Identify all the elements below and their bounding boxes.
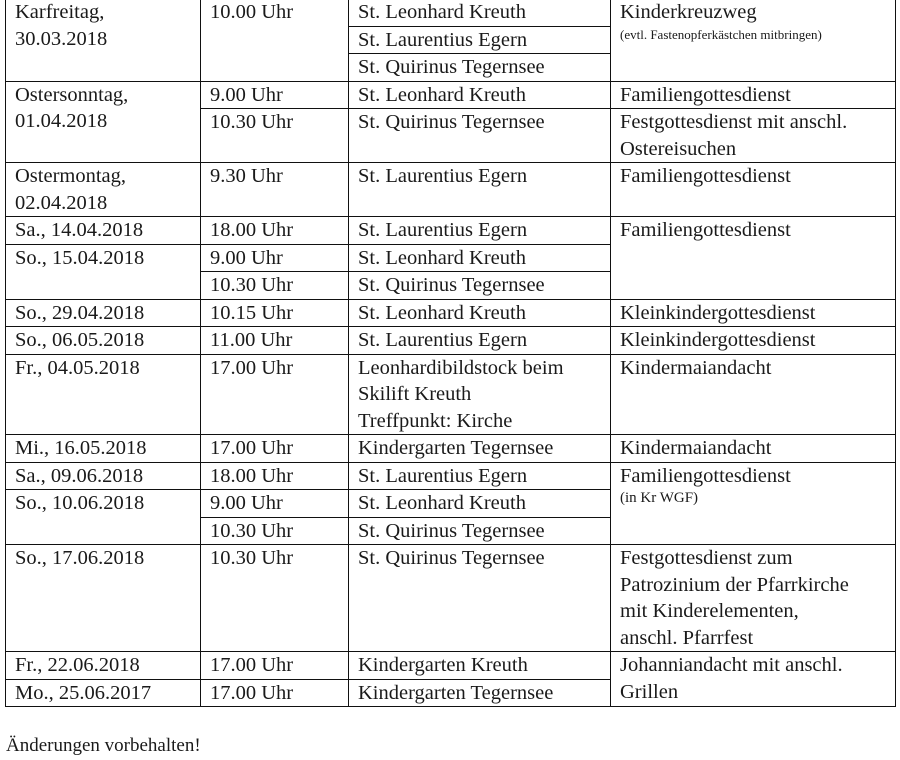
date-cell: Mo., 25.06.2017 (6, 679, 201, 707)
time-cell: 10.00 Uhr (201, 0, 349, 81)
table-row (6, 299, 896, 327)
date-cell: So., 17.06.2018 (6, 545, 201, 652)
location-cell: Kindergarten Tegernsee (349, 679, 611, 707)
event-title-cell (611, 0, 896, 81)
location-cell: St. Laurentius Egern (349, 327, 611, 355)
location-text: Leonhardibildstock beim (358, 356, 564, 379)
event-title: Johanniandacht mit anschl. (620, 654, 843, 676)
event-title: mit Kinderelementen, (620, 600, 799, 622)
location-cell: St. Quirinus Tegernsee (349, 272, 611, 300)
location-cell: St. Laurentius Egern (349, 26, 611, 54)
event-title-cell: Kindermaiandacht (611, 435, 896, 463)
event-title: Kinderkreuzweg (620, 1, 757, 23)
event-schedule-table (5, 0, 896, 707)
location-cell: St. Leonhard Kreuth (349, 299, 611, 327)
event-title-cell (611, 462, 896, 545)
event-title-cell (611, 545, 896, 652)
date-cell: Fr., 22.06.2018 (6, 652, 201, 680)
time-cell: 9.30 Uhr (201, 163, 349, 217)
event-title-cell: Kindermaiandacht (611, 354, 896, 435)
date-text: 01.04.2018 (15, 110, 108, 132)
event-title: Ostereisuchen (620, 137, 737, 160)
time-cell: 10.30 Uhr (201, 545, 349, 652)
table-row (6, 217, 896, 245)
location-text: Treffpunkt: Kirche (358, 409, 513, 432)
table-row (6, 652, 896, 680)
date-cell (6, 81, 201, 163)
date-cell (6, 0, 201, 81)
time-cell: 18.00 Uhr (201, 217, 349, 245)
date-text: Ostersonntag, (15, 83, 129, 106)
location-text: Skilift Kreuth (358, 383, 472, 405)
table-row (6, 163, 896, 217)
event-title-cell: Kleinkindergottesdienst (611, 299, 896, 327)
date-cell: So., 29.04.2018 (6, 299, 201, 327)
time-cell: 17.00 Uhr (201, 435, 349, 463)
location-cell: St. Laurentius Egern (349, 462, 611, 490)
event-title: Festgottesdienst mit anschl. (620, 111, 848, 133)
footer-note: Änderungen vorbehalten! (6, 735, 201, 756)
date-cell: So., 10.06.2018 (6, 490, 201, 545)
location-cell (349, 354, 611, 435)
table-row (6, 81, 896, 109)
location-cell: St. Leonhard Kreuth (349, 490, 611, 518)
event-title-cell (611, 652, 896, 707)
event-title: Familiengottesdienst (620, 464, 791, 487)
date-text: 02.04.2018 (15, 191, 108, 214)
date-cell: Mi., 16.05.2018 (6, 435, 201, 463)
event-title: Grillen (620, 680, 679, 703)
location-cell: St. Quirinus Tegernsee (349, 545, 611, 652)
time-cell: 10.30 Uhr (201, 109, 349, 163)
location-cell: Kindergarten Kreuth (349, 652, 611, 680)
date-cell: Sa., 09.06.2018 (6, 462, 201, 490)
location-cell: St. Leonhard Kreuth (349, 244, 611, 272)
table-row (6, 545, 896, 652)
event-note: (evtl. Fastenopferkästchen mitbringen) (620, 26, 822, 42)
location-cell: St. Quirinus Tegernsee (349, 109, 611, 163)
date-text: Karfreitag, (15, 1, 105, 23)
location-cell: St. Leonhard Kreuth (349, 0, 611, 26)
location-cell: St. Quirinus Tegernsee (349, 517, 611, 545)
event-title-cell: Kleinkindergottesdienst (611, 327, 896, 355)
event-title: Patrozinium der Pfarrkirche (620, 573, 849, 596)
location-cell: St. Leonhard Kreuth (349, 81, 611, 109)
event-title: Festgottesdienst zum (620, 547, 793, 569)
time-cell: 10.30 Uhr (201, 272, 349, 300)
location-cell: St. Quirinus Tegernsee (349, 54, 611, 82)
date-text: 30.03.2018 (15, 27, 108, 50)
date-cell: So., 15.04.2018 (6, 244, 201, 299)
table-row (6, 354, 896, 435)
date-cell: So., 06.05.2018 (6, 327, 201, 355)
table-row (6, 327, 896, 355)
time-cell: 9.00 Uhr (201, 81, 349, 109)
table-row (6, 435, 896, 463)
location-cell: St. Laurentius Egern (349, 217, 611, 245)
event-title: anschl. Pfarrfest (620, 626, 754, 649)
time-cell: 9.00 Uhr (201, 244, 349, 272)
location-cell: St. Laurentius Egern (349, 163, 611, 217)
date-cell (6, 163, 201, 217)
time-cell: 9.00 Uhr (201, 490, 349, 518)
table-row (6, 462, 896, 490)
date-cell: Fr., 04.05.2018 (6, 354, 201, 435)
event-title-cell: Familiengottesdienst (611, 217, 896, 300)
time-cell: 10.15 Uhr (201, 299, 349, 327)
event-title-cell: Familiengottesdienst (611, 163, 896, 217)
location-cell: Kindergarten Tegernsee (349, 435, 611, 463)
date-cell: Sa., 14.04.2018 (6, 217, 201, 245)
table-row (6, 0, 896, 26)
time-cell: 17.00 Uhr (201, 354, 349, 435)
time-cell: 10.30 Uhr (201, 517, 349, 545)
time-cell: 11.00 Uhr (201, 327, 349, 355)
event-title-cell (611, 109, 896, 163)
time-cell: 17.00 Uhr (201, 652, 349, 680)
date-text: Ostermontag, (15, 165, 127, 187)
time-cell: 17.00 Uhr (201, 679, 349, 707)
time-cell: 18.00 Uhr (201, 462, 349, 490)
event-title-cell: Familiengottesdienst (611, 81, 896, 109)
event-note: (in Kr WGF) (620, 490, 699, 506)
